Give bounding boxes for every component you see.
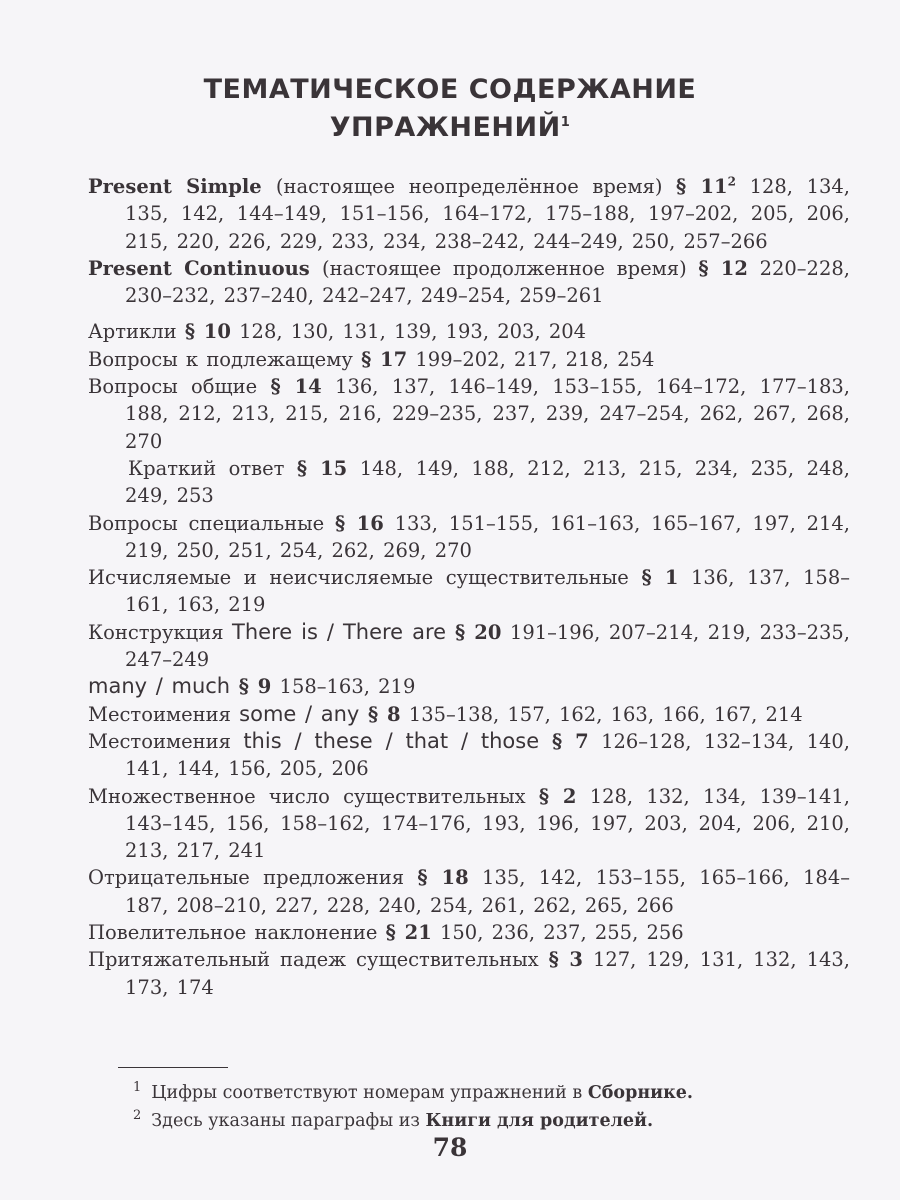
entry-text: 127, 129, 131, 132, 143, 173, 174 — [125, 948, 850, 999]
entry-text: Местоимения — [88, 729, 244, 753]
index-entry — [88, 318, 850, 345]
entry-text: 150, 236, 237, 255, 256 — [431, 921, 684, 945]
index-entry — [88, 728, 850, 783]
index-entry — [88, 864, 850, 919]
section-ref: § 14 — [270, 375, 322, 399]
section-ref: § 9 — [238, 675, 272, 699]
footnote-1 — [133, 1080, 693, 1103]
index-entry — [88, 946, 850, 1001]
entry-text: 135–138, 157, 162, 163, 166, 167, 214 — [400, 702, 803, 726]
section-ref: § 8 — [368, 702, 401, 726]
section-ref: § 2 — [538, 784, 577, 808]
entry-text: Множественное число существительных — [88, 784, 539, 808]
entry-text: Краткий ответ — [128, 456, 297, 480]
entry-text: Артикли — [88, 320, 185, 344]
section-ref: § 10 — [184, 320, 231, 344]
entry-text: (настоящее неопределённое время) — [275, 175, 677, 198]
footnote-bold-text: Сборнике. — [587, 1082, 693, 1103]
entry-text: 136, 137, 158–161, 163, 219 — [125, 566, 850, 617]
english-term: many / much — [88, 674, 239, 699]
index-entry — [88, 919, 850, 946]
footnote-number: 1 — [133, 1080, 142, 1095]
entry-text: Вопросы специальные — [88, 511, 336, 535]
entry-text: 191–196, 207–214, 219, 233–235, 247–249 — [125, 620, 851, 672]
english-term: this / these / that / those — [243, 728, 552, 753]
index-entry — [88, 701, 850, 728]
footnote-2 — [133, 1108, 653, 1131]
entry-text: 128, 132, 134, 139–141, 143–145, 156, 158–162, 174–176, 193, 196, 197, 203, 204, 206, 210, 213, 217, 241 — [125, 784, 850, 863]
footnote-number: 2 — [133, 1108, 142, 1123]
entry-text: 199–202, 217, 218, 254 — [407, 347, 655, 371]
entry-text: Вопросы к подлежащему — [88, 347, 362, 371]
topic-name: Present Simple — [88, 175, 276, 198]
index-entry — [88, 510, 850, 565]
entry-text: Местоимения — [88, 702, 240, 726]
index-entry — [88, 564, 850, 619]
index-entry — [88, 346, 850, 373]
section-ref: § 21 — [385, 921, 432, 945]
index-entry — [88, 783, 850, 865]
section-ref: § 1 — [641, 566, 679, 590]
page-title-line-2 — [0, 112, 900, 143]
section-ref: § 20 — [455, 620, 502, 644]
section-ref: § 17 — [361, 347, 408, 371]
footnote-text: Здесь указаны параграфы из — [151, 1110, 426, 1131]
entry-text: Отрицательные предложения — [88, 866, 418, 890]
section-ref: § 16 — [335, 511, 384, 535]
english-term: There is / There are — [232, 619, 456, 644]
page-title-text: УПРАЖНЕНИЙ — [329, 112, 561, 143]
section-ref: § 3 — [548, 948, 583, 972]
section-ref: § 7 — [551, 729, 589, 753]
entry-text: Повелительное наклонение — [88, 921, 386, 945]
index-entry — [88, 673, 850, 700]
index-entry — [88, 619, 850, 674]
index-entry — [88, 373, 850, 455]
section-ref: § 12 — [698, 256, 748, 280]
topic-index-list — [88, 173, 850, 1001]
footnote-mark: 2 — [727, 174, 736, 189]
footnote-text: Цифры соответствуют номерам упражнений в — [151, 1082, 588, 1103]
entry-text: 220–228, 230–232, 237–240, 242–247, 249–254, 259–261 — [125, 256, 850, 308]
footnote-bold-text: Книги для родителей. — [425, 1110, 654, 1131]
section-ref: § 15 — [296, 456, 348, 480]
entry-text: 158–163, 219 — [271, 675, 416, 699]
entry-text: 126–128, 132–134, 140, 141, 144, 156, 205, 206 — [125, 729, 851, 781]
entry-text: 136, 137, 146–149, 153–155, 164–172, 177–183, 188, 212, 213, 215, 216, 229–235, 237, 239, 247–254, 262, 267, 268, 270 — [125, 375, 851, 453]
index-entry — [88, 173, 850, 255]
index-entry — [88, 255, 850, 310]
topic-name: Present Continuous — [88, 256, 323, 280]
entry-text: 148, 149, 188, 212, 213, 215, 234, 235, 248, 249, 253 — [125, 456, 850, 508]
english-term: some / any — [239, 701, 369, 726]
footnote-divider — [118, 1067, 228, 1068]
title-footnote-mark: 1 — [560, 115, 571, 130]
page-title-line-1: ТЕМАТИЧЕСКОЕ СОДЕРЖАНИЕ — [203, 74, 697, 105]
entry-text: Исчисляемые и неисчисляемые существительные — [88, 566, 642, 590]
index-entry — [88, 455, 850, 510]
entry-text: Вопросы общие — [88, 375, 271, 399]
entry-text: 135, 142, 153–155, 165–166, 184–187, 208–210, 227, 228, 240, 254, 261, 262, 265, 266 — [125, 866, 850, 917]
section-ref: § 11 — [676, 175, 728, 198]
entry-text: (настоящее продолженное время) — [322, 256, 699, 280]
entry-text: 133, 151–155, 161–163, 165–167, 197, 214, 219, 250, 251, 254, 262, 269, 270 — [125, 511, 851, 562]
entry-text: 128, 134, 135, 142, 144–149, 151–156, 164–172, 175–188, 197–202, 205, 206, 215, 220, 226, 229, 233, 234, 238–242, 244–249, 250, 257–266 — [125, 175, 851, 253]
entry-text: 128, 130, 131, 139, 193, 203, 204 — [230, 320, 587, 344]
entry-text: Конструкция — [88, 620, 233, 644]
entry-text: Притяжательный падеж существительных — [88, 948, 549, 972]
section-ref: § 18 — [417, 866, 469, 890]
page-number: 78 — [432, 1133, 468, 1162]
